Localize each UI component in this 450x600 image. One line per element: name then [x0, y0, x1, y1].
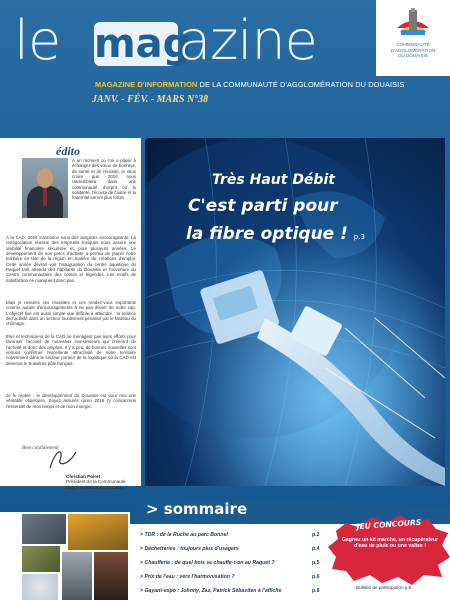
edito-para-4: Élus et techniciens de la CAD ne ménagent pas leurs efforts pour favoriser l'accueil de nouveaux investisseurs qui créeront de l'activité et donc des emplois. Il y a peu, de bonnes nouvelles sont venues confirmer l'excellente attractivité de notre territoire notamment dans le secteur porteur de la logistique où la CAD est devenue le troisième pôle français.: [6, 334, 136, 366]
photo-machinery: [68, 514, 128, 550]
signoff: Bien cordialement: [22, 446, 59, 451]
photo-collage: [0, 512, 130, 600]
photo-water: [22, 574, 58, 600]
issue-number: JANV. - FÉV. - MARS N°38: [92, 94, 209, 105]
masthead-mag: mag: [94, 21, 192, 67]
president-photo: [22, 158, 68, 218]
logo-line1: COMMUNAUTÉ: [396, 42, 430, 47]
signer-name: Christian Poiret: [66, 474, 101, 479]
logo-line2: D'AGGLOMÉRATION: [390, 47, 436, 53]
jeu-title: JEU CONCOURS: [356, 517, 422, 532]
sommaire-page-2: p.4: [312, 546, 320, 552]
photo-building: [22, 514, 66, 544]
edito-para-1: À un moment où l'on a plaisir à échanger des vœux de bonheur, de santé et de réussite, je veux croire que 2016 nous rassemblera dans une communauté d'esprit où la solidarité, l'écoute de l'autre et la fraternité seront plus fortes.: [72, 158, 136, 201]
tagline-rest: DE LA COMMUNAUTÉ D'AGGLOMÉRATION DU DOUAISIS: [197, 80, 405, 89]
logo-line3: DU DOUAISIS: [398, 53, 428, 59]
cad-logo: [376, 0, 450, 76]
sommaire-item-1: > TDR : de la Ruche au parc Bonnel: [140, 532, 228, 538]
signature-mark: [46, 446, 80, 472]
cover-headline-1: C'est parti pour: [188, 196, 338, 216]
cover-image: [145, 138, 445, 486]
cover-headline-2: la fibre optique !: [186, 224, 348, 244]
masthead-azine: azine: [178, 9, 317, 72]
logo-icon: [395, 8, 431, 36]
tagline: [95, 80, 404, 89]
photo-container: [22, 546, 60, 572]
edito-para-5: Je le répète : le développement du Douaisis est pour moi une véritable obsession. Soyez assurés qu'en 2016 j'y consacrerai l'essentiel de mon temps et de mon énergie.: [6, 393, 136, 409]
logo-text: [378, 42, 448, 59]
cover-kicker: Très Haut Débit: [212, 172, 335, 188]
sommaire-item-4: > Prix de l'eau : vers l'harmonisation ?: [140, 574, 235, 580]
signer-role: Président de la Communauté d'agglomération du Douaisis: [66, 479, 126, 490]
sommaire-page-5: p.8: [312, 588, 320, 594]
sommaire-item-3: > Chaufferie : de quel bois se chauffe-t-on au Raquet ?: [140, 560, 275, 566]
sommaire-item-2: > Déchetteries : toujours plus d'usagers: [140, 546, 239, 552]
edito-title: édito: [56, 144, 80, 158]
sommaire-page-3: p.5: [312, 560, 320, 566]
cover-headline-2-wrap: [186, 224, 365, 244]
jeu-note: Bulletin de participation p.8: [356, 585, 412, 590]
jeu-text: Gagnez un kit marche, un récupérateur d'eau de pluie ou une valise !: [341, 537, 439, 550]
signer: [66, 474, 138, 490]
fiber-cable-illustration: [145, 138, 445, 486]
sommaire-item-5: > Gayant-expo : Johnny, Zaz, Patrick Sébastien à l'affiche: [140, 588, 282, 594]
photo-worker: [62, 552, 92, 600]
cover-page-ref: p.3: [353, 233, 365, 241]
sommaire-page-4: p.6: [312, 574, 320, 580]
sommaire-title: > sommaire: [146, 500, 248, 518]
photo-artist: [94, 552, 128, 600]
edito-para-2: À la CAD, 2016 s'annonce sous des auspices encourageants. La renégociation réussie des emprunts toxiques nous assure une visibilité financière sécurisée et, pour plusieurs années. Le développement de nos parcs d'activité a permis de placer notre territoire en tête de la région en matière de créations d'emploi. Cette année devrait voir l'inauguration du centre aquatique du Raquet tant attendu des habitants du Douaisis et l'ouverture du Centre communautaire des contes et légendes. Les motifs de satisfaction ne manquent donc pas.: [6, 235, 136, 283]
tagline-bold: MAGAZINE D'INFORMATION: [95, 80, 198, 89]
edito-para-3: Mais je ressens ces réussites et ces rendez-vous importants comme autant d'encouragements à ne pas dévier de notre cap. L'objectif fixé est aussi simple que difficile à atteindre : la relance de l'activité dans un secteur lourdement pénalisé par le fardeau du chômage.: [6, 300, 136, 327]
masthead-le: le: [14, 9, 61, 72]
sommaire-page-1: p.2: [312, 532, 320, 538]
